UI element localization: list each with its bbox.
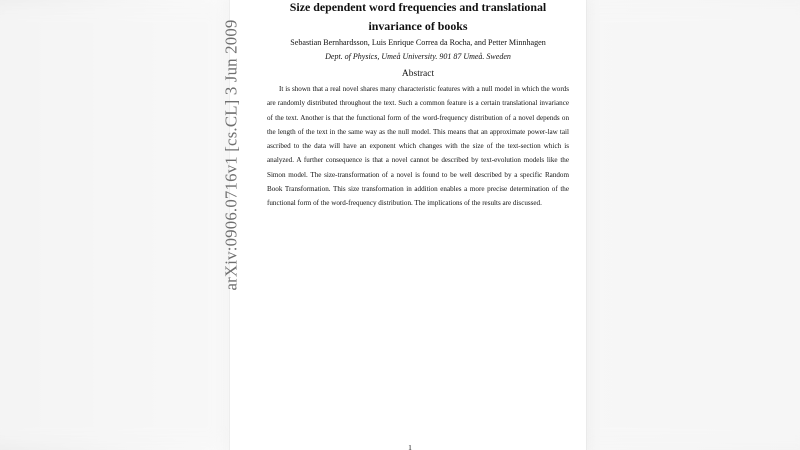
author-list: Sebastian Bernhardsson, Luis Enrique Correa da Rocha, and Petter Minnhagen (290, 38, 546, 47)
blurred-left-background (0, 0, 230, 450)
paper-page (221, 0, 586, 450)
abstract-heading: Abstract (401, 69, 435, 79)
page-number: 1 (408, 443, 412, 450)
author-affiliation: Dept. of Physics, Umeå University. 901 87 Umeå. Sweden (325, 52, 511, 61)
arxiv-identifier-stamp: arXiv:0906.0716v1 [cs.CL] 3 Jun 2009 (221, 19, 241, 291)
paper-title: Size dependent word frequencies and translational invariance of books (289, 0, 547, 33)
blurred-right-background (570, 0, 800, 450)
abstract-body: It is shown that a real novel shares many characteristic features with a null model in which the words are randomly distributed throughout the text. Such a common feature is a certain translational invariance of the text. Another is that the functional form of the word-frequency distribution of a novel depends on the length of the text in the same way as the null model. This means that an approximate power-law tail ascribed to the data will have an exponent which changes with the size of the text-section which is analyzed. A further consequence is that a novel cannot be described by text-evolution models like the Simon model. The size-transformation of a novel is found to be well described by a specific Random Book Transformation. This size transformation in addition enables a more precise determination of the functional form of the word-frequency distribution. The implications of the results are discussed. (267, 85, 569, 208)
